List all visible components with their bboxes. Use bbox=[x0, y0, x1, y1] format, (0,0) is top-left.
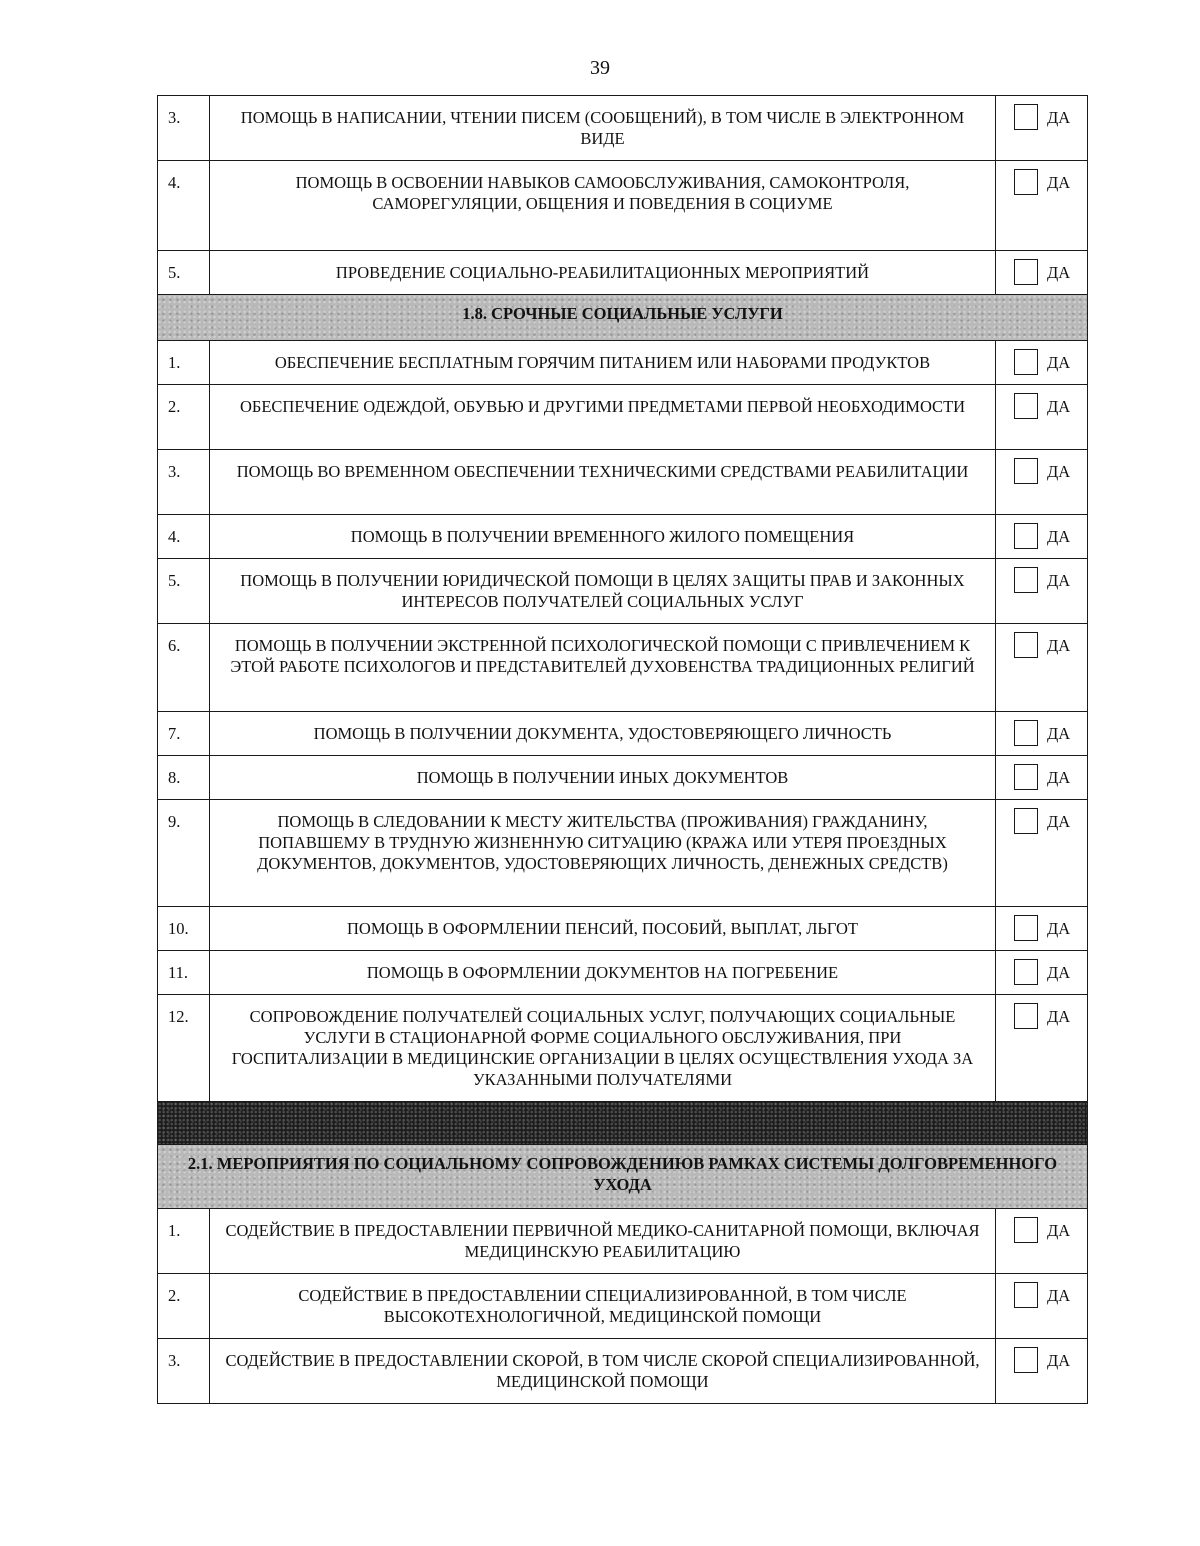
table-row bbox=[158, 385, 1088, 450]
checkbox-cell bbox=[996, 515, 1088, 559]
dark-separator-band bbox=[158, 1102, 1088, 1145]
yes-label: ДА bbox=[1047, 526, 1071, 546]
row-number: 1. bbox=[158, 341, 210, 385]
checkbox-cell bbox=[996, 559, 1088, 624]
yes-checkbox[interactable] bbox=[1014, 808, 1038, 834]
service-description: ПОМОЩЬ В ПОЛУЧЕНИИ ЭКСТРЕННОЙ ПСИХОЛОГИЧЕСКОЙ ПОМОЩИ С ПРИВЛЕЧЕНИЕМ К ЭТОЙ РАБОТЕ ПСИХОЛОГОВ И ПРЕДСТАВИТЕЛЕЙ ДУХОВЕНСТВА ТРАДИЦИОННЫХ РЕЛИГИЙ bbox=[210, 624, 996, 712]
service-description: ПОМОЩЬ В НАПИСАНИИ, ЧТЕНИИ ПИСЕМ (СООБЩЕНИЙ), В ТОМ ЧИСЛЕ В ЭЛЕКТРОННОМ ВИДЕ bbox=[210, 96, 996, 161]
service-description: СОПРОВОЖДЕНИЕ ПОЛУЧАТЕЛЕЙ СОЦИАЛЬНЫХ УСЛУГ, ПОЛУЧАЮЩИХ СОЦИАЛЬНЫЕ УСЛУГИ В СТАЦИОНАРНОЙ ФОРМЕ СОЦИАЛЬНОГО ОБСЛУЖИВАНИЯ, ПРИ ГОСПИТАЛИЗАЦИИ В МЕДИЦИНСКИЕ ОРГАНИЗАЦИИ В ЦЕЛЯХ ОСУЩЕСТВЛЕНИЯ УХОДА ЗА УКАЗАННЫМИ ПОЛУЧАТЕЛЯМИ bbox=[210, 995, 996, 1102]
row-number: 9. bbox=[158, 800, 210, 907]
service-description: СОДЕЙСТВИЕ В ПРЕДОСТАВЛЕНИИ СКОРОЙ, В ТОМ ЧИСЛЕ СКОРОЙ СПЕЦИАЛИЗИРОВАННОЙ, МЕДИЦИНСКОЙ ПОМОЩИ bbox=[210, 1339, 996, 1404]
service-description: ПОМОЩЬ В ОФОРМЛЕНИИ ДОКУМЕНТОВ НА ПОГРЕБЕНИЕ bbox=[210, 951, 996, 995]
yes-label: ДА bbox=[1047, 918, 1071, 938]
checkbox-cell bbox=[996, 450, 1088, 515]
yes-checkbox[interactable] bbox=[1014, 458, 1038, 484]
yes-label: ДА bbox=[1047, 396, 1071, 416]
table-row bbox=[158, 515, 1088, 559]
yes-label: ДА bbox=[1047, 1220, 1071, 1240]
row-number: 3. bbox=[158, 96, 210, 161]
yes-checkbox[interactable] bbox=[1014, 959, 1038, 985]
row-number: 2. bbox=[158, 385, 210, 450]
row-number: 6. bbox=[158, 624, 210, 712]
table-row bbox=[158, 341, 1088, 385]
row-number: 5. bbox=[158, 559, 210, 624]
table-row bbox=[158, 450, 1088, 515]
checkbox-cell bbox=[996, 756, 1088, 800]
service-description: ПОМОЩЬ В ПОЛУЧЕНИИ ИНЫХ ДОКУМЕНТОВ bbox=[210, 756, 996, 800]
yes-checkbox[interactable] bbox=[1014, 720, 1038, 746]
row-number: 2. bbox=[158, 1274, 210, 1339]
row-number: 8. bbox=[158, 756, 210, 800]
row-number: 7. bbox=[158, 712, 210, 756]
section-header-row bbox=[158, 1145, 1088, 1209]
section-header: 1.8. СРОЧНЫЕ СОЦИАЛЬНЫЕ УСЛУГИ bbox=[158, 295, 1088, 341]
service-description: ОБЕСПЕЧЕНИЕ ОДЕЖДОЙ, ОБУВЬЮ И ДРУГИМИ ПРЕДМЕТАМИ ПЕРВОЙ НЕОБХОДИМОСТИ bbox=[210, 385, 996, 450]
service-description: ПОМОЩЬ В ПОЛУЧЕНИИ ДОКУМЕНТА, УДОСТОВЕРЯЮЩЕГО ЛИЧНОСТЬ bbox=[210, 712, 996, 756]
yes-checkbox[interactable] bbox=[1014, 1217, 1038, 1243]
row-number: 12. bbox=[158, 995, 210, 1102]
table-row bbox=[158, 1209, 1088, 1274]
section-header: 2.1. МЕРОПРИЯТИЯ ПО СОЦИАЛЬНОМУ СОПРОВОЖДЕНИЮВ РАМКАХ СИСТЕМЫ ДОЛГОВРЕМЕННОГО УХОДА bbox=[158, 1145, 1088, 1209]
row-number: 3. bbox=[158, 1339, 210, 1404]
yes-label: ДА bbox=[1047, 767, 1071, 787]
yes-label: ДА bbox=[1047, 172, 1071, 192]
table-row bbox=[158, 1274, 1088, 1339]
row-number: 5. bbox=[158, 251, 210, 295]
yes-label: ДА bbox=[1047, 723, 1071, 743]
yes-label: ДА bbox=[1047, 107, 1071, 127]
yes-label: ДА bbox=[1047, 570, 1071, 590]
table-row bbox=[158, 251, 1088, 295]
service-description: ПОМОЩЬ В ОФОРМЛЕНИИ ПЕНСИЙ, ПОСОБИЙ, ВЫПЛАТ, ЛЬГОТ bbox=[210, 907, 996, 951]
checkbox-cell bbox=[996, 907, 1088, 951]
table-row bbox=[158, 96, 1088, 161]
service-description: ПОМОЩЬ В ПОЛУЧЕНИИ ВРЕМЕННОГО ЖИЛОГО ПОМЕЩЕНИЯ bbox=[210, 515, 996, 559]
checkbox-cell bbox=[996, 1274, 1088, 1339]
checkbox-cell bbox=[996, 251, 1088, 295]
service-description: ОБЕСПЕЧЕНИЕ БЕСПЛАТНЫМ ГОРЯЧИМ ПИТАНИЕМ ИЛИ НАБОРАМИ ПРОДУКТОВ bbox=[210, 341, 996, 385]
table-row bbox=[158, 907, 1088, 951]
yes-label: ДА bbox=[1047, 1285, 1071, 1305]
service-description: ПОМОЩЬ ВО ВРЕМЕННОМ ОБЕСПЕЧЕНИИ ТЕХНИЧЕСКИМИ СРЕДСТВАМИ РЕАБИЛИТАЦИИ bbox=[210, 450, 996, 515]
table-row bbox=[158, 1339, 1088, 1404]
checkbox-cell bbox=[996, 624, 1088, 712]
table-row bbox=[158, 161, 1088, 251]
yes-label: ДА bbox=[1047, 262, 1071, 282]
checkbox-cell bbox=[996, 161, 1088, 251]
checkbox-cell bbox=[996, 1209, 1088, 1274]
checkbox-cell bbox=[996, 1339, 1088, 1404]
yes-checkbox[interactable] bbox=[1014, 1003, 1038, 1029]
yes-checkbox[interactable] bbox=[1014, 523, 1038, 549]
row-number: 11. bbox=[158, 951, 210, 995]
service-description: СОДЕЙСТВИЕ В ПРЕДОСТАВЛЕНИИ СПЕЦИАЛИЗИРОВАННОЙ, В ТОМ ЧИСЛЕ ВЫСОКОТЕХНОЛОГИЧНОЙ, МЕДИЦИНСКОЙ ПОМОЩИ bbox=[210, 1274, 996, 1339]
row-number: 4. bbox=[158, 515, 210, 559]
page-number: 39 bbox=[590, 57, 610, 79]
table-row bbox=[158, 756, 1088, 800]
yes-label: ДА bbox=[1047, 962, 1071, 982]
yes-checkbox[interactable] bbox=[1014, 632, 1038, 658]
table-row bbox=[158, 800, 1088, 907]
services-table-body bbox=[158, 96, 1088, 1404]
table-row bbox=[158, 712, 1088, 756]
yes-checkbox[interactable] bbox=[1014, 349, 1038, 375]
yes-label: ДА bbox=[1047, 352, 1071, 372]
yes-label: ДА bbox=[1047, 635, 1071, 655]
table-row bbox=[158, 951, 1088, 995]
service-description: ПОМОЩЬ В СЛЕДОВАНИИ К МЕСТУ ЖИТЕЛЬСТВА (ПРОЖИВАНИЯ) ГРАЖДАНИНУ, ПОПАВШЕМУ В ТРУДНУЮ ЖИЗНЕННУЮ СИТУАЦИЮ (КРАЖА ИЛИ УТЕРЯ ПРОЕЗДНЫХ ДОКУМЕНТОВ, ДОКУМЕНТОВ, УДОСТОВЕРЯЮЩИХ ЛИЧНОСТЬ, ДЕНЕЖНЫХ СРЕДСТВ) bbox=[210, 800, 996, 907]
service-description: СОДЕЙСТВИЕ В ПРЕДОСТАВЛЕНИИ ПЕРВИЧНОЙ МЕДИКО-САНИТАРНОЙ ПОМОЩИ, ВКЛЮЧАЯ МЕДИЦИНСКУЮ РЕАБИЛИТАЦИЮ bbox=[210, 1209, 996, 1274]
services-table bbox=[157, 95, 1088, 1404]
dark-separator-cell bbox=[158, 1102, 1088, 1145]
yes-label: ДА bbox=[1047, 461, 1071, 481]
table-row bbox=[158, 624, 1088, 712]
row-number: 3. bbox=[158, 450, 210, 515]
yes-checkbox[interactable] bbox=[1014, 259, 1038, 285]
yes-label: ДА bbox=[1047, 1350, 1071, 1370]
service-description: ПОМОЩЬ В ПОЛУЧЕНИИ ЮРИДИЧЕСКОЙ ПОМОЩИ В ЦЕЛЯХ ЗАЩИТЫ ПРАВ И ЗАКОННЫХ ИНТЕРЕСОВ ПОЛУЧАТЕЛЕЙ СОЦИАЛЬНЫХ УСЛУГ bbox=[210, 559, 996, 624]
yes-label: ДА bbox=[1047, 1006, 1071, 1026]
service-description: ПОМОЩЬ В ОСВОЕНИИ НАВЫКОВ САМООБСЛУЖИВАНИЯ, САМОКОНТРОЛЯ, САМОРЕГУЛЯЦИИ, ОБЩЕНИЯ И ПОВЕДЕНИЯ В СОЦИУМЕ bbox=[210, 161, 996, 251]
checkbox-cell bbox=[996, 951, 1088, 995]
checkbox-cell bbox=[996, 385, 1088, 450]
row-number: 4. bbox=[158, 161, 210, 251]
yes-checkbox[interactable] bbox=[1014, 169, 1038, 195]
table-row bbox=[158, 559, 1088, 624]
yes-label: ДА bbox=[1047, 811, 1071, 831]
yes-checkbox[interactable] bbox=[1014, 915, 1038, 941]
checkbox-cell bbox=[996, 995, 1088, 1102]
yes-checkbox[interactable] bbox=[1014, 104, 1038, 130]
service-description: ПРОВЕДЕНИЕ СОЦИАЛЬНО-РЕАБИЛИТАЦИОННЫХ МЕРОПРИЯТИЙ bbox=[210, 251, 996, 295]
yes-checkbox[interactable] bbox=[1014, 1347, 1038, 1373]
checkbox-cell bbox=[996, 712, 1088, 756]
row-number: 1. bbox=[158, 1209, 210, 1274]
checkbox-cell bbox=[996, 96, 1088, 161]
yes-checkbox[interactable] bbox=[1014, 764, 1038, 790]
yes-checkbox[interactable] bbox=[1014, 393, 1038, 419]
row-number: 10. bbox=[158, 907, 210, 951]
checkbox-cell bbox=[996, 800, 1088, 907]
table-row bbox=[158, 995, 1088, 1102]
yes-checkbox[interactable] bbox=[1014, 1282, 1038, 1308]
section-header-row bbox=[158, 295, 1088, 341]
checkbox-cell bbox=[996, 341, 1088, 385]
yes-checkbox[interactable] bbox=[1014, 567, 1038, 593]
